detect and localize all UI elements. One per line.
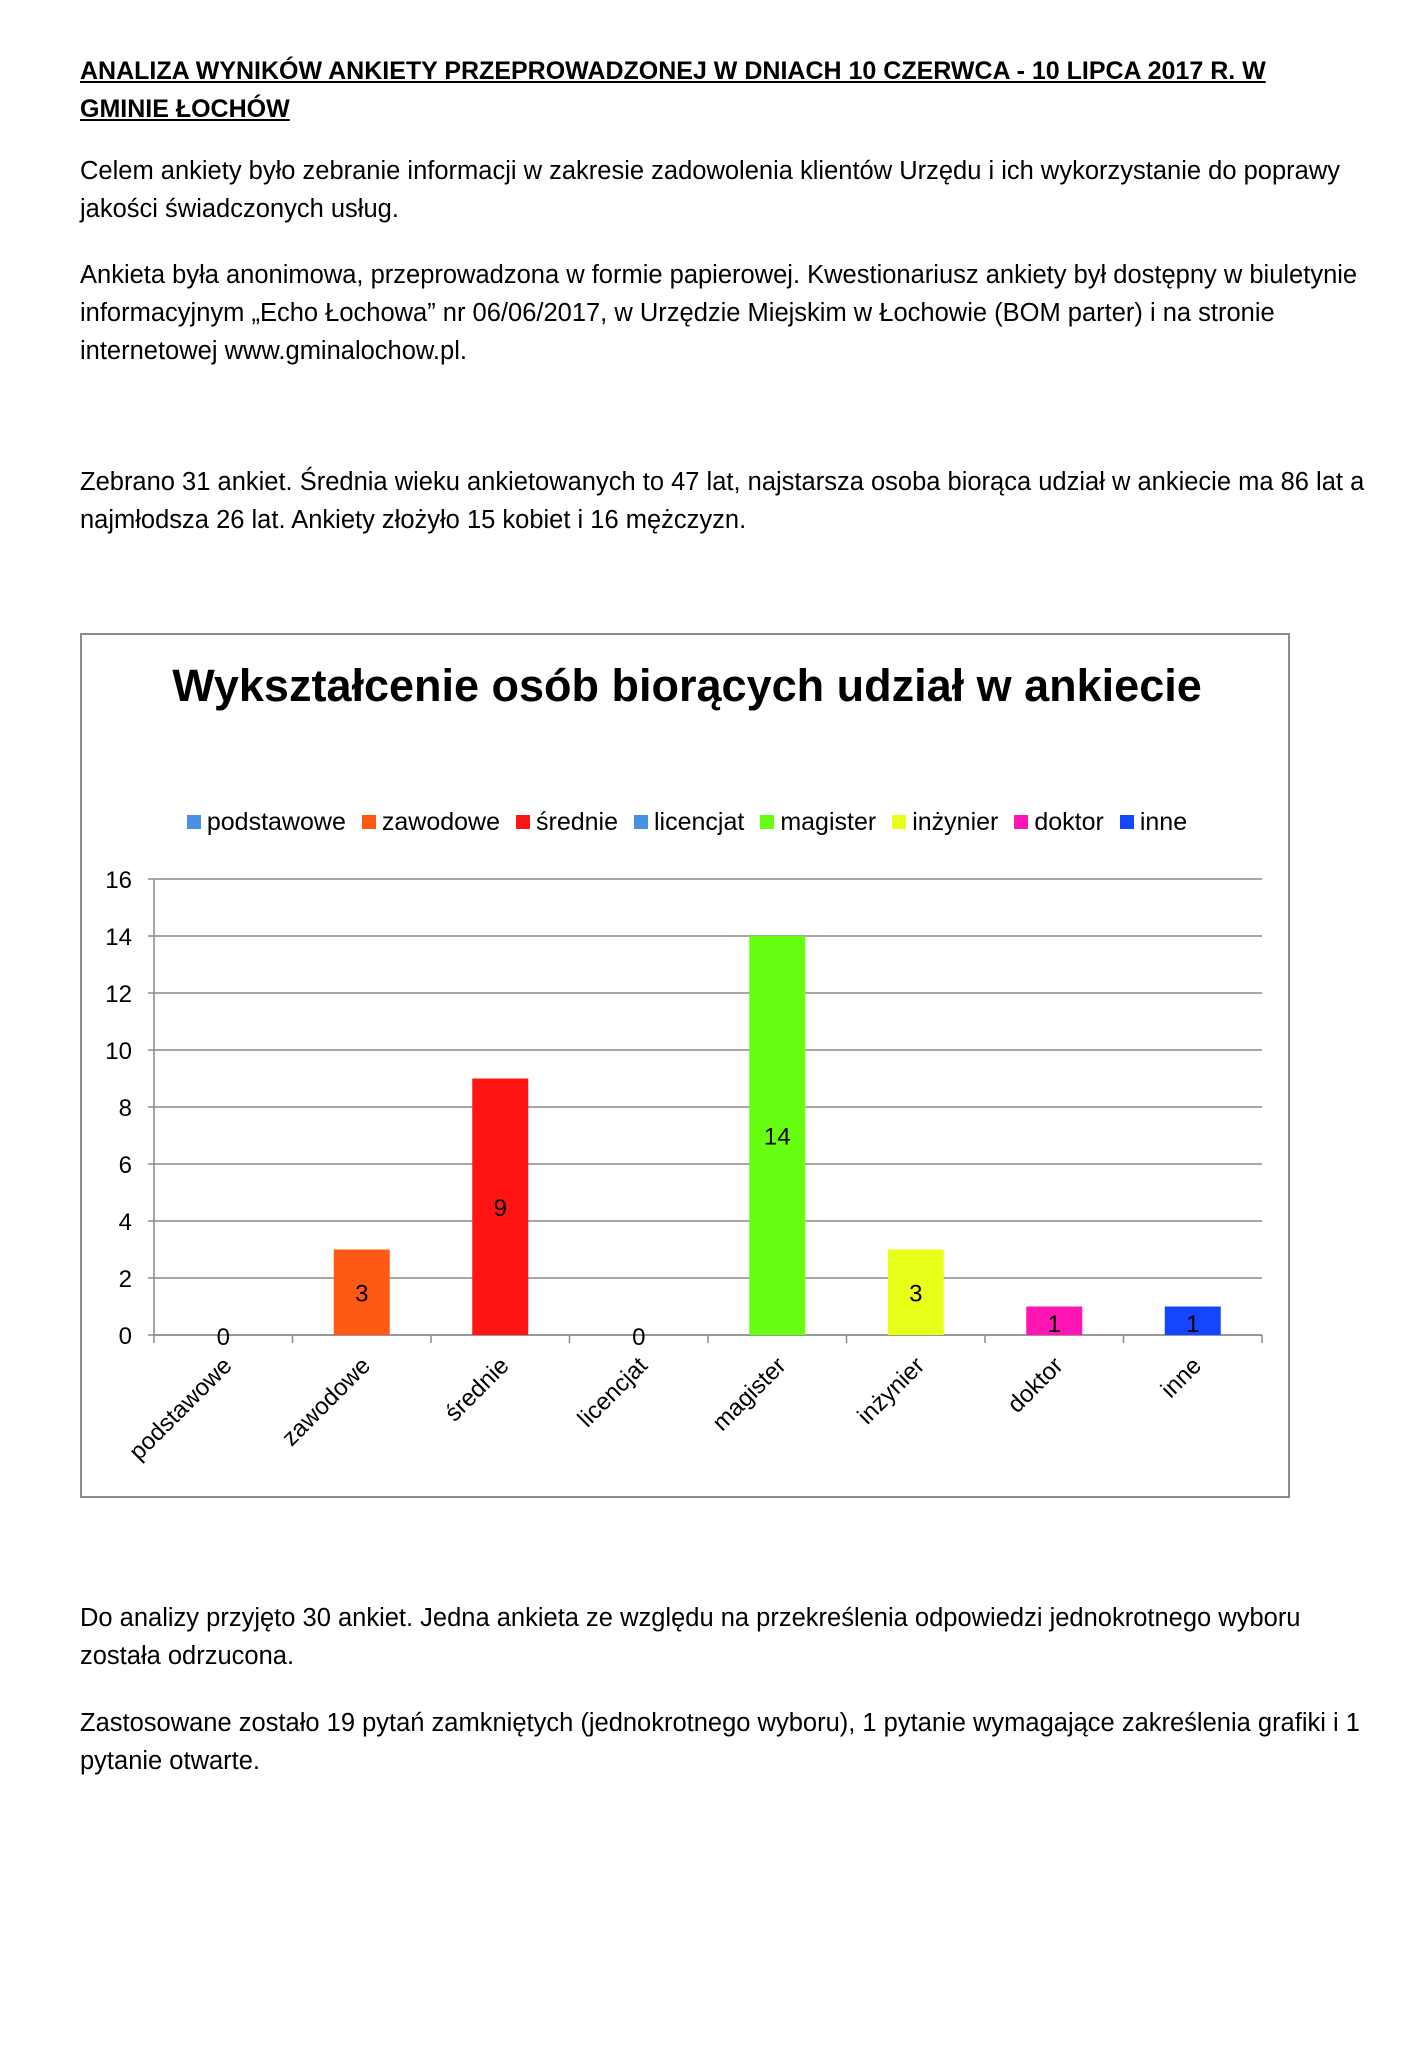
legend-label: zawodowe xyxy=(381,808,500,836)
y-tick-label: 16 xyxy=(105,867,132,894)
y-tick-label: 4 xyxy=(118,1209,132,1236)
chart-plot-area xyxy=(82,635,1288,1496)
y-tick-label: 10 xyxy=(105,1038,132,1065)
x-tick-label: doktor xyxy=(1002,1352,1069,1419)
y-tick-label: 12 xyxy=(105,981,132,1008)
data-label: 14 xyxy=(763,1123,791,1151)
paragraph-questions: Zastosowane zostało 19 pytań zamkniętych (jednokrotnego wyboru), 1 pytanie wymagające zakreślenia grafiki i 1 pytanie otwarte. xyxy=(80,1709,1360,1775)
legend-label: średnie xyxy=(536,808,618,836)
data-label: 1 xyxy=(1047,1311,1061,1338)
data-label: 0 xyxy=(216,1324,230,1351)
paragraph-respondents: Zebrano 31 ankiet. Średnia wieku ankietowanych to 47 lat, najstarsza osoba biorąca udział w ankiecie ma 86 lat a najmłodsza 26 lat. Ankiety złożyło 15 kobiet i 16 mężczyzn. xyxy=(80,468,1365,534)
data-label: 3 xyxy=(909,1280,923,1308)
data-label: 1 xyxy=(1186,1311,1200,1338)
y-tick-label: 2 xyxy=(118,1266,132,1293)
legend-label: podstawowe xyxy=(206,808,346,836)
x-tick-label: inne xyxy=(1155,1352,1207,1404)
y-tick-label: 14 xyxy=(105,924,132,951)
y-tick-label: 8 xyxy=(118,1095,132,1122)
paragraph-method: Ankieta była anonimowa, przeprowadzona w formie papierowej. Kwestionariusz ankiety był dostępny w biuletynie informacyjnym „Echo Łochowa” nr 06/06/2017, w Urzędzie Miejskim w Łochowie (BOM parter) i na stronie internetowej www.gminalochow.pl. xyxy=(80,261,1358,365)
legend-label: doktor xyxy=(1034,808,1104,836)
paragraph-accepted: Do analizy przyjęto 30 ankiet. Jedna ankieta ze względu na przekreślenia odpowiedzi jednokrotnego wyboru została odrzucona. xyxy=(80,1604,1301,1670)
x-tick-label: licencjat xyxy=(572,1352,653,1433)
data-label: 3 xyxy=(355,1280,369,1308)
chart-title: Wykształcenie osób biorących udział w ankiecie xyxy=(172,660,1202,711)
data-label: 0 xyxy=(632,1324,646,1351)
y-tick-label: 6 xyxy=(118,1152,132,1179)
document-title: ANALIZA WYNIKÓW ANKIETY PRZEPROWADZONEJ W DNIACH 10 CZERWCA - 10 LIPCA 2017 R. W GMINIE ŁOCHÓW xyxy=(80,57,1266,123)
y-tick-label: 0 xyxy=(118,1323,132,1350)
x-tick-label: zawodowe xyxy=(276,1352,376,1452)
legend-label: licencjat xyxy=(654,808,745,836)
x-tick-label: średnie xyxy=(439,1352,515,1427)
legend-label: magister xyxy=(780,808,877,836)
education-chart xyxy=(80,633,1290,1498)
x-tick-label: inżynier xyxy=(852,1352,930,1430)
x-tick-label: magister xyxy=(707,1352,792,1437)
data-label: 9 xyxy=(493,1194,507,1222)
legend-label: inne xyxy=(1139,808,1188,836)
paragraph-purpose: Celem ankiety było zebranie informacji w zakresie zadowolenia klientów Urzędu i ich wykorzystanie do poprawy jakości świadczonych usług. xyxy=(80,157,1340,223)
legend-label: inżynier xyxy=(912,808,999,836)
x-tick-label: podstawowe xyxy=(124,1352,238,1466)
